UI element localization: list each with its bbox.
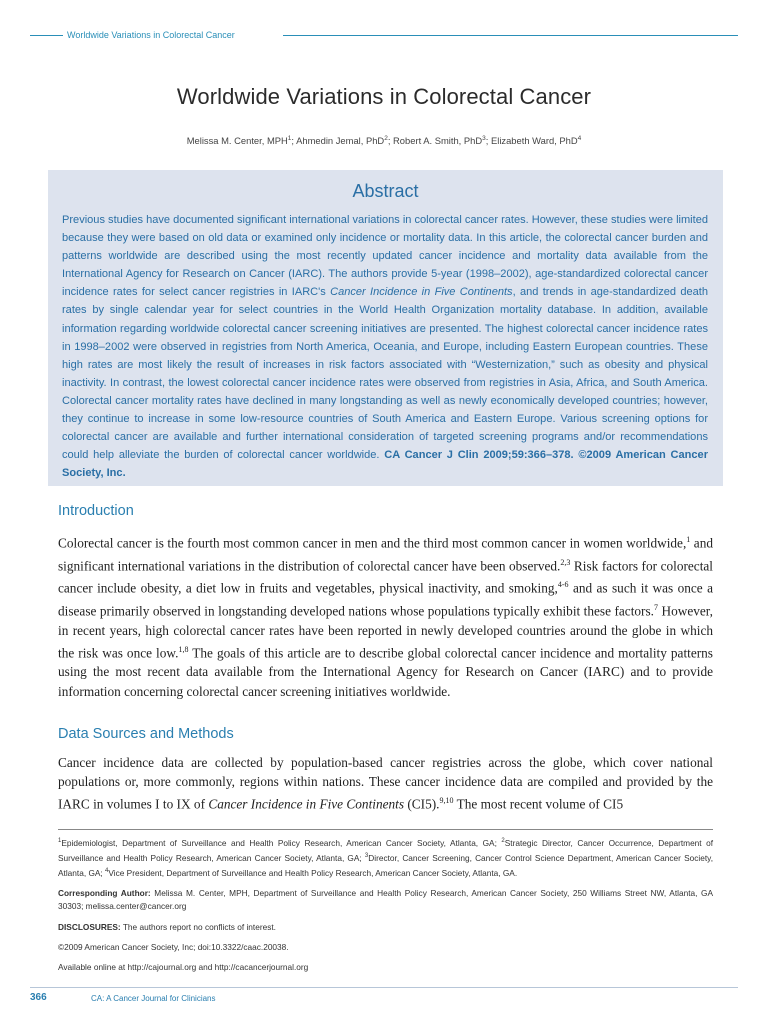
abstract-citation: CA Cancer J Clin 2009;59:366–378. xyxy=(384,449,579,462)
corresponding-author-note xyxy=(58,887,713,914)
article-title: Worldwide Variations in Colorectal Cancer xyxy=(176,84,592,109)
affiliation-mark: 2 xyxy=(501,838,505,844)
running-header-text: Worldwide Variations in Colorectal Cancer xyxy=(67,30,235,40)
abstract-text-part: Previous studies have documented significant international variations in colorectal cancer rates. However, these studies were limited because they were based on old data or examined only incidence or mortality data. In this article, the colorectal cancer burden and patterns worldwide are described using the most recently updated cancer incidence and mortality data available from the International Agency for Research on Cancer (IARC). The authors provide 5-year (1998–2002), age-standardized colorectal cancer incidence rates for select cancer registries in IARC's xyxy=(62,214,708,299)
intro-text: Risk factors for colorectal cancer include obesity, a diet low in fruits and vegetables, physical inactivity, and smoking, xyxy=(58,558,713,596)
intro-text: Colorectal cancer is the fourth most common cancer in men and the third most common cancer in women worldwide, xyxy=(58,535,687,551)
affiliation-text: Vice President, Department of Surveillance and Health Policy Research, American Cancer Society, Atlanta, GA. xyxy=(108,867,518,878)
abstract-heading: Abstract xyxy=(352,181,419,201)
citation-ref: 9,10 xyxy=(439,796,454,806)
abstract-copyright: ©2009 American Cancer Society, Inc. xyxy=(62,449,709,480)
footnote-rule xyxy=(58,829,713,830)
intro-text: and as such it was once a disease primarily observed in longstanding developed nations whose populations typically exhibit these factors. xyxy=(58,580,713,619)
disclosures-note xyxy=(58,921,713,934)
header-rule-left xyxy=(30,35,63,36)
running-header xyxy=(30,29,738,43)
author-name: Elizabeth Ward, PhD xyxy=(490,135,578,147)
methods-heading: Data Sources and Methods xyxy=(58,726,234,742)
page-number: 366 xyxy=(30,992,47,1003)
citation-ref: 1,8 xyxy=(178,644,189,654)
copyright-note: ©2009 American Cancer Society, Inc; doi:10.3322/caac.20038. xyxy=(58,942,289,953)
abstract-text xyxy=(62,211,708,482)
author-affiliation-mark: 3 xyxy=(482,135,486,142)
journal-name: CA: A Cancer Journal for Clinicians xyxy=(91,994,216,1003)
intro-text: The goals of this article are to describe global colorectal cancer incidence and mortality patterns using the most recent data available from the International Agency for Research on Cancer (IARC) and to provide information concerning colorectal cancer screening initiatives worldwide. xyxy=(58,645,713,699)
citation-ref: 1 xyxy=(686,535,691,544)
disclosures-label: DISCLOSURES: xyxy=(58,921,121,932)
intro-text: However, in recent years, high colorectal cancer rates have been reported in newly developed countries around the globe in which the risk was once low. xyxy=(58,603,713,661)
affiliation-mark: 4 xyxy=(105,868,109,875)
affiliation-text: Director, Cancer Screening, Cancer Control Science Department, American Cancer Society, Atlanta, GA; xyxy=(58,852,713,878)
methods-text: The most recent volume of CI5 xyxy=(453,796,624,812)
author-affiliation-mark: 4 xyxy=(577,135,582,142)
intro-text: and significant international variations in the distribution of colorectal cancer have been observed. xyxy=(58,535,713,574)
methods-paragraph xyxy=(58,753,713,814)
methods-text: Cancer incidence data are collected by population-based cancer registries across the globe, which cover national populations or, more commonly, regions within nations. These cancer incidence data are compiled and provided by the IARC in volumes I to IX of xyxy=(58,755,713,812)
disclosures-text: The authors report no conflicts of interest. xyxy=(120,921,276,932)
citation-ref: 2,3 xyxy=(560,557,571,567)
online-availability-note: Available online at http://cajournal.org and http://cacancerjournal.org xyxy=(58,962,309,973)
introduction-heading: Introduction xyxy=(58,503,134,519)
author-name: Melissa M. Center, MPH xyxy=(186,135,288,147)
journal-title-italic: Cancer Incidence in Five Continents xyxy=(330,286,513,299)
header-rule-right xyxy=(283,35,738,36)
introduction-paragraph xyxy=(58,530,713,701)
affiliation-text: Strategic Director, Cancer Occurrence, Department of Surveillance and Health Policy Research, American Cancer Society, Atlanta, GA; xyxy=(58,837,714,863)
methods-text: (CI5). xyxy=(404,796,440,812)
citation-ref: 4-6 xyxy=(557,580,569,590)
author-list: Melissa M. Center, MPH$^1$; Ahmedin Jemal, PhD$^2$; Robert A. Smith, PhD$^3$; Elizabeth Ward, PhD$^4$ xyxy=(186,135,582,147)
footer-rule xyxy=(30,987,738,988)
author-affiliation-mark: 2 xyxy=(384,135,388,142)
affiliation-text: Epidemiologist, Department of Surveillance and Health Policy Research, American Cancer Society, Atlanta, GA; xyxy=(61,837,502,848)
abstract-panel xyxy=(48,170,723,486)
corresponding-text: Melissa M. Center, MPH, Department of Surveillance and Health Policy Research, American Cancer Society, 250 Williams Street NW, Atlanta, GA 30303; melissa.center@cancer.org xyxy=(58,888,713,912)
affiliation-mark: 3 xyxy=(364,853,369,860)
citation-ref: 7 xyxy=(653,602,658,612)
footnotes xyxy=(58,835,713,982)
abstract-text-part: , and trends in age-standardized death rates by single calendar year for select countries in the World Health Organization mortality database. In addition, available information regarding worldwide colorectal cancer screening initiatives are presented. The highest colorectal cancer incidence rates in 1998–2002 were observed in registries from North America, Oceania, and Europe, including Eastern European countries. These high rates are most likely the result of increases in risk factors associated with “Westernization,” such as obesity and physical inactivity. In contrast, the lowest colorectal cancer incidence rates were observed from registries in Asia, Africa, and South America. Colorectal cancer mortality rates have declined in many longstanding as well as newly economically developed countries; however, they continue to increase in some low-resource countries of South America and Eastern Europe. Various screening options for colorectal cancer are available and further international consideration of targeted screening programs and/or recommendations could help alleviate the burden of colorectal cancer worldwide. xyxy=(62,286,708,462)
author-affiliation-mark: 1 xyxy=(287,135,292,142)
corresponding-label: Corresponding Author: xyxy=(58,888,151,899)
author-name: Ahmedin Jemal, PhD xyxy=(296,135,385,147)
journal-title-italic: Cancer Incidence in Five Continents xyxy=(208,796,405,812)
affiliation-mark: 1 xyxy=(58,838,62,844)
affiliations-note xyxy=(58,835,713,880)
author-name: Robert A. Smith, PhD xyxy=(393,135,483,147)
